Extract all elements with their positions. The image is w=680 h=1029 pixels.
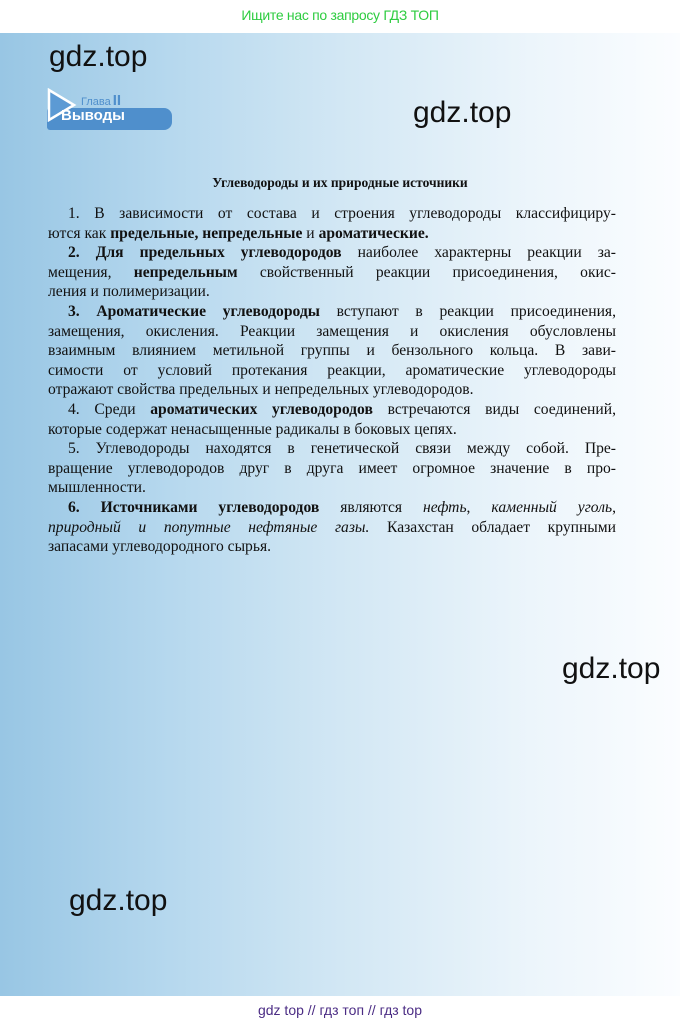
top-banner: [0, 0, 680, 33]
text-segment: являются: [319, 498, 424, 516]
paragraph: [48, 204, 616, 243]
watermark: gdz.top: [49, 40, 148, 73]
watermark: gdz.top: [562, 652, 661, 685]
bold-term: непредельным: [133, 263, 238, 281]
text-line: [48, 498, 616, 518]
summary-text: [48, 204, 616, 557]
text-segment: мещения,: [48, 263, 134, 281]
paragraph: [48, 439, 616, 498]
text-line: [48, 361, 616, 381]
text-segment: вращение углеводородов друг в друга имеет огромное значение в про-: [48, 459, 616, 477]
bold-term: ароматические.: [318, 224, 429, 242]
chapter-word: Глава: [81, 96, 111, 108]
text-line: [48, 282, 616, 302]
bold-term: 3. Ароматические углеводороды: [68, 302, 320, 320]
text-segment: замещения, окисления. Реакции замещения и окисления обусловлены: [48, 322, 616, 340]
italic-term: природный и попутные нефтяные газы.: [48, 518, 370, 536]
text-segment: и: [302, 224, 319, 242]
text-segment: мышленности.: [48, 479, 146, 497]
text-line: [48, 302, 616, 322]
text-segment: 5. Углеводороды находятся в генетической связи между собой. Пре-: [68, 440, 616, 458]
text-line: [48, 224, 616, 244]
text-line: [48, 341, 616, 361]
bold-term: предельные, непредельные: [110, 224, 303, 242]
text-segment: ,: [466, 498, 492, 516]
bold-term: 2. Для предельных углеводородов: [68, 244, 342, 262]
bold-term: ароматических углеводородов: [150, 400, 373, 418]
text-segment: ления и полимеризации.: [48, 283, 210, 301]
italic-term: нефть: [423, 498, 467, 516]
text-segment: взаимным влиянием метильной группы и бензольного кольца. В зави-: [48, 342, 616, 360]
footer-text: gdz top // гдз топ // гдз top: [257, 1002, 423, 1018]
text-segment: ,: [612, 498, 617, 516]
text-line: [48, 400, 616, 420]
paragraph: [48, 302, 616, 400]
italic-term: каменный уголь: [491, 498, 613, 516]
text-line: [48, 380, 616, 400]
text-line: [48, 459, 616, 479]
text-segment: наиболее характерны реакции за-: [341, 244, 616, 262]
chapter-number: II: [112, 92, 122, 109]
text-line: [48, 439, 616, 459]
section-label: Выводы: [61, 107, 125, 124]
chapter-badge: [47, 88, 173, 132]
text-line: [48, 322, 616, 342]
bold-term: 6. Источниками углеводородов: [68, 498, 320, 516]
text-line: [48, 263, 616, 283]
text-segment: 1. В зависимости от состава и строения углеводороды классифициру-: [68, 205, 616, 222]
paragraph: [48, 243, 616, 302]
text-line: [48, 537, 616, 557]
text-segment: Казахстан обладает крупными: [369, 518, 616, 536]
watermark: gdz.top: [413, 96, 512, 129]
text-line: [48, 420, 616, 440]
section-title: Углеводороды и их природные источники: [212, 175, 468, 190]
text-line: [48, 204, 616, 224]
text-line: [48, 478, 616, 498]
text-segment: встречаются виды соединений,: [372, 400, 616, 418]
text-line: [48, 243, 616, 263]
text-segment: запасами углеводородного сырья.: [48, 538, 272, 556]
text-segment: свойственный реакции присоединения, окис-: [237, 263, 616, 281]
text-segment: симости от условий протекания реакции, ароматические углеводороды: [48, 361, 616, 379]
top-banner-text: Ищите нас по запросу ГДЗ ТОП: [241, 7, 439, 23]
text-segment: отражают свойства предельных и непредельных углеводородов.: [48, 381, 474, 399]
text-segment: 4. Среди: [68, 400, 151, 418]
text-segment: вступают в реакции присоединения,: [319, 302, 616, 320]
footer: [0, 996, 680, 1029]
text-line: [48, 518, 616, 538]
text-segment: которые содержат ненасыщенные радикалы в боковых цепях.: [48, 420, 457, 438]
paragraph: [48, 498, 616, 557]
text-segment: ются как: [48, 224, 111, 242]
watermark: gdz.top: [69, 884, 168, 917]
paragraph: [48, 400, 616, 439]
